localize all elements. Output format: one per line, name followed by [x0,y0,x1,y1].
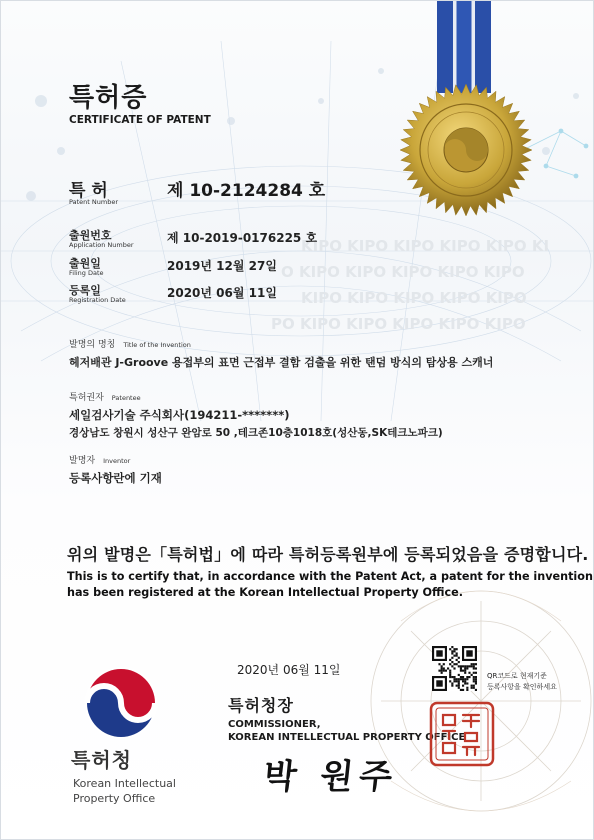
invention-label-en: Title of the Invention [123,341,191,349]
patent-number-label: 특 허 [69,181,108,201]
inventor-label-ko: 발명자 [69,456,96,466]
patentee-name: 세일검사기술 주식회사(194211-*******) [69,408,290,422]
kipo-emblem-icon [81,663,161,743]
invention-label [69,337,191,350]
watermark-row: PO KIPO KIPO KIPO KIPO KIPO [271,315,526,333]
application-number-label-en: Application Number [69,241,134,249]
inventor-value: 등록사항란에 기재 [69,471,162,485]
registration-date-label-en: Registration Date [69,296,126,304]
commissioner-title: 특허청장 [228,696,294,715]
application-number-label: 출원번호 [69,229,112,242]
certification-statement-en-line2: has been registered at the Korean Intellectual Property Office. [67,586,463,599]
inventor-label-en: Inventor [103,457,131,465]
registration-date-label: 등록일 [69,284,101,297]
watermark-row: O KIPO KIPO KIPO KIPO KIPO [281,263,525,281]
office-name-en-line1: Korean Intellectual [73,777,176,790]
inventor-label [69,453,130,466]
patentee-label-ko: 특허권자 [69,393,104,403]
watermark-row: KIPO KIPO KIPO KIPO KIPO KI [301,237,550,255]
gold-seal [399,83,533,217]
filing-date-value: 2019년 12월 27일 [167,259,277,273]
certificate-title: 특허증 [69,83,148,113]
invention-title: 헤저배관 J-Groove 용접부의 표면 근접부 결함 검출을 위한 탠덤 방식의 탐상용 스캐너 [69,356,494,369]
ribbon [437,1,491,93]
invention-label-ko: 발명의 명칭 [69,340,116,350]
application-number-value: 제 10-2019-0176225 호 [167,231,318,245]
office-name-en-line2: Property Office [73,792,156,805]
official-stamp [429,701,495,767]
patent-number-value: 제 10-2124284 호 [167,181,326,201]
office-name-ko: 특허청 [71,748,132,772]
qr-note-line2: 등록사항을 확인하세요 [487,683,557,691]
certificate-title-en: CERTIFICATE OF PATENT [69,114,211,126]
watermark-row: KIPO KIPO KIPO KIPO KIPO [301,289,527,307]
registration-date-value: 2020년 06월 11일 [167,286,277,300]
patentee-address: 경상남도 창원시 성산구 완암로 50 ,테크존10층1018호(성산동,SK테크노파크) [69,427,443,439]
certification-statement-ko: 위의 발명은「특허법」에 따라 특허등록원부에 등록되었음을 증명합니다. [67,545,589,564]
certification-statement-en-line1: This is to certify that, in accordance with the Patent Act, a patent for the invention [67,570,593,583]
filing-date-label-en: Filing Date [69,269,104,277]
commissioner-signature: 박 원주 [261,757,401,797]
filing-date-label: 출원일 [69,257,101,270]
patentee-label-en: Patentee [111,394,141,402]
issue-date: 2020년 06월 11일 [237,663,341,677]
qr-note-line1: QR코드로 현재기준 [487,672,547,680]
commissioner-title-en-line1: COMMISSIONER, [228,719,321,730]
patent-number-label-en: Patent Number [69,198,119,206]
qr-code[interactable] [432,646,477,691]
commissioner-title-en-line2: KOREAN INTELLECTUAL PROPERTY OFFICE [228,732,466,743]
patentee-label [69,390,141,403]
